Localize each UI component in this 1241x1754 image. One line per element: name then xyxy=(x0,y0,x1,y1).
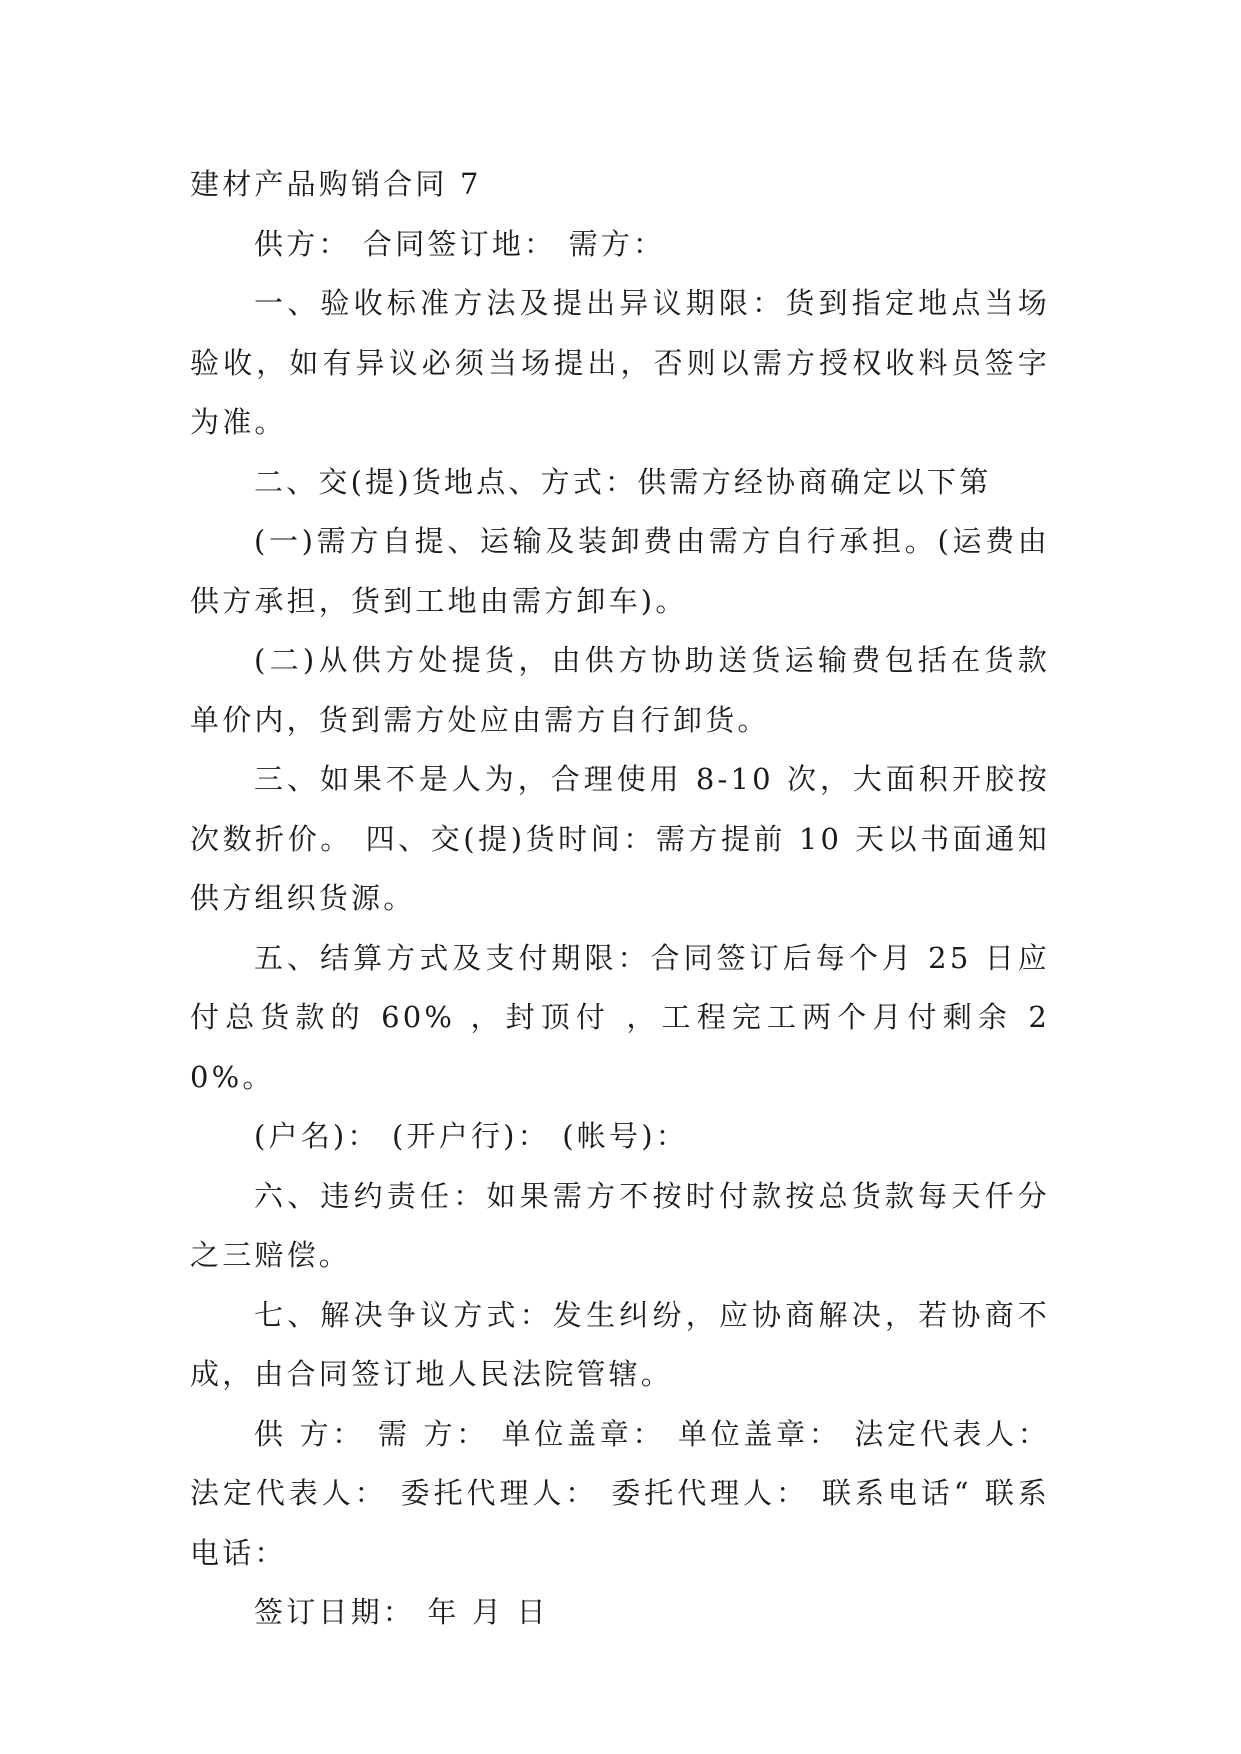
clause-2-delivery: 二、交(提)货地点、方式：供需方经协商确定以下第 xyxy=(254,464,992,499)
clause-1-acceptance: 一、验收标准方法及提出异议期限：货到指定地点当场验收，如有异议必须当场提出，否则以需方授权收料员签字为准。 xyxy=(190,286,1050,439)
clause-3-4-usage-timing: 三、如果不是人为，合理使用 8-10 次，大面积开胶按次数折价。 四、交(提)货时间：需方提前 10 天以书面通知供方组织货源。 xyxy=(190,762,1050,915)
document-title: 建材产品购销合同 7 xyxy=(190,167,482,201)
signing-date: 签订日期： 年 月 日 xyxy=(254,1595,549,1629)
document-body xyxy=(190,155,1050,1643)
clause-2-option-1: (一)需方自提、运输及装卸费由需方自行承担。(运费由供方承担，货到工地由需方卸车)。 xyxy=(190,524,1050,618)
clause-5-payment: 五、结算方式及支付期限：合同签订后每个月 25 日应付总货款的 60% ，封顶付 ，工程完工两个月付剩余 20%。 xyxy=(190,940,1050,1094)
clause-6-liability: 六、违约责任：如果需方不按时付款按总货款每天仟分之三赔偿。 xyxy=(190,1178,1050,1272)
bank-account-line: (户名)： (开户行)： (帐号)： xyxy=(254,1119,688,1153)
signature-block: 供 方： 需 方： 单位盖章： 单位盖章： 法定代表人： 法定代表人： 委托代理人： 委托代理人： 联系电话“ 联系电话： xyxy=(190,1416,1050,1570)
parties-line: 供方： 合同签订地： 需方： xyxy=(254,226,666,261)
clause-7-disputes: 七、解决争议方式：发生纠纷，应协商解决，若协商不成，由合同签订地人民法院管辖。 xyxy=(190,1297,1050,1391)
clause-2-option-2: (二)从供方处提货，由供方协助送货运输费包括在货款单价内，货到需方处应由需方自行卸货。 xyxy=(190,643,1050,737)
